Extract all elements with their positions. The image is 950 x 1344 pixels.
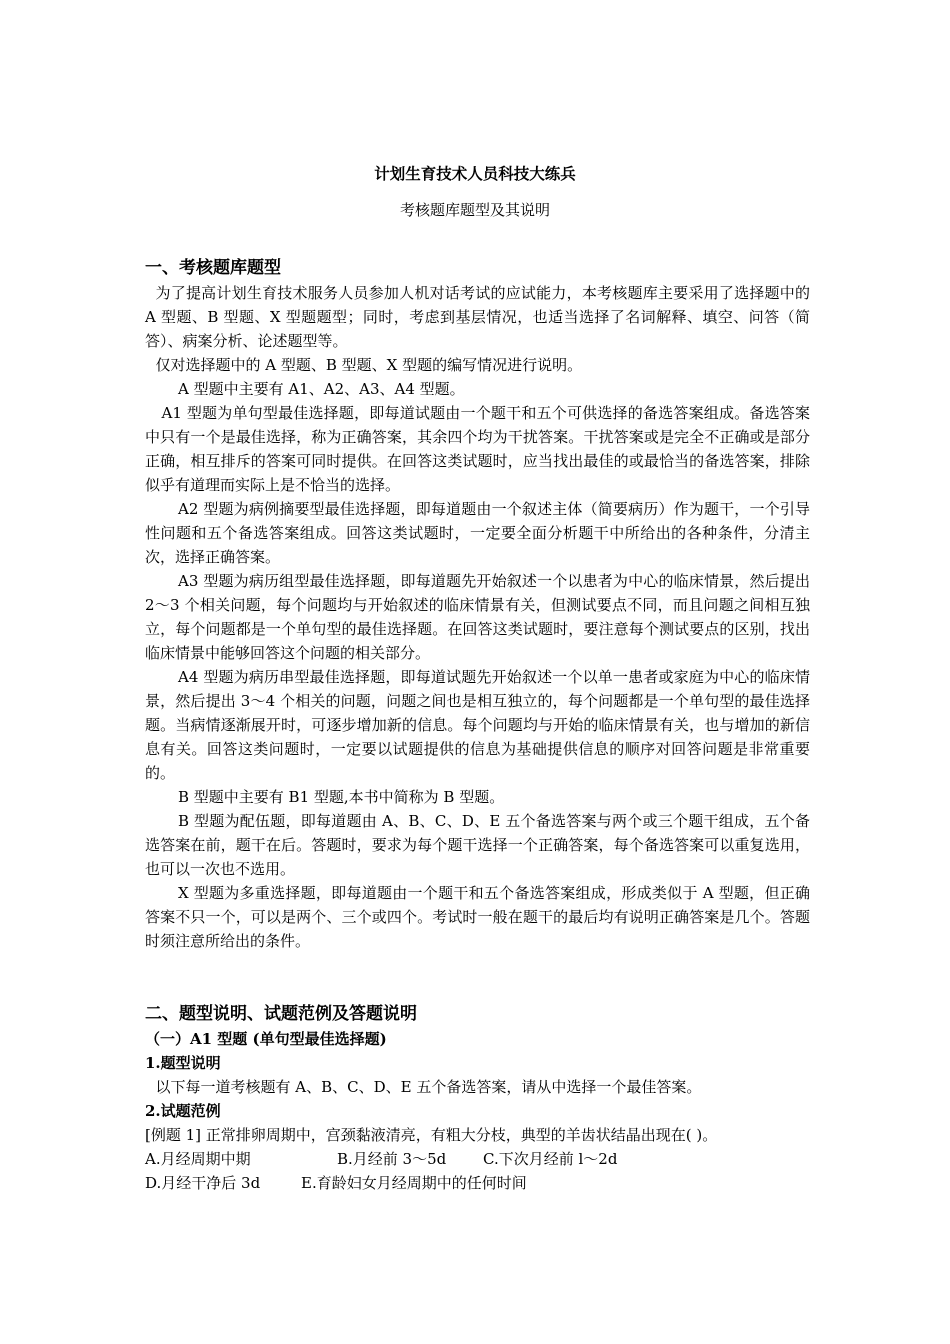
- option-a: A.月经周期中期: [145, 1150, 251, 1168]
- section-1: [145, 255, 810, 953]
- item-type-description-heading: 1.题型说明: [145, 1054, 221, 1072]
- document-subtitle: 考核题库题型及其说明: [399, 201, 550, 219]
- option-b: B.月经前 3～5d: [337, 1150, 447, 1168]
- section-1-heading: 一、考核题库题型: [145, 258, 281, 278]
- document-title: 计划生育技术人员科技大练兵: [374, 164, 576, 183]
- option-c: C.下次月经前 l～2d: [483, 1150, 618, 1168]
- section-2: [145, 1001, 810, 1195]
- section-2-heading: 二、题型说明、试题范例及答题说明: [145, 1004, 417, 1024]
- paragraph-scope: 仅对选择题中的 A 型题、B 型题、X 型题的编写情况进行说明。: [155, 356, 583, 374]
- paragraph-b-types: B 型题中主要有 B1 型题,本书中简称为 B 型题。: [178, 788, 505, 806]
- paragraph-a3: A3 型题为病历组型最佳选择题，即每道题先开始叙述一个以患者为中心的临床情景，然后提出 2～3 个相关问题，每个问题均与开始叙述的临床情景有关，但测试要点不同，而且问题之间相互独立，每个问题都是一个单句型的最佳选择题。在回答这类试题时，要注意每个测试要点的区别，找出临床情景中能够回答这个问题的相关部分。: [145, 572, 810, 662]
- item-type-description-text: 以下每一道考核题有 A、B、C、D、E 五个备选答案，请从中选择一个最佳答案。: [155, 1078, 702, 1096]
- paragraph-a-types: A 型题中主要有 A1、A2、A3、A4 型题。: [178, 380, 465, 398]
- paragraph-a4: A4 型题为病历串型最佳选择题，即每道试题先开始叙述一个以单一患者或家庭为中心的临床情景，然后提出 3～4 个相关的问题，问题之间也是相互独立的，每个问题都是一个单句型的最佳选择题。当病情逐渐展开时，可逐步增加新的信息。每个问题均与开始的临床情景有关，也与增加的新信息有关。回答这类问题时，一定要以试题提供的信息为基础提供信息的顺序对回答问题是非常重要的。: [145, 668, 810, 782]
- item-example-heading: 2.试题范例: [145, 1102, 221, 1120]
- paragraph-x: X 型题为多重选择题，即每道题由一个题干和五个备选答案组成，形成类似于 A 型题，但正确答案不只一个，可以是两个、三个或四个。考试时一般在题干的最后均有说明正确答案是几个。答题时须注意所给出的条件。: [145, 884, 810, 950]
- option-e: E.育龄妇女月经周期中的任何时间: [301, 1174, 527, 1192]
- option-d: D.月经干净后 3d: [145, 1174, 261, 1192]
- options-row-2: [145, 1171, 810, 1195]
- paragraph-b: B 型题为配伍题，即每道题由 A、B、C、D、E 五个备选答案与两个或三个题干组成，五个备选答案在前，题干在后。答题时，要求为每个题干选择一个正确答案，每个备选答案可以重复选用，也可以一次也不选用。: [145, 812, 810, 878]
- paragraph-intro: 为了提高计划生育技术服务人员参加人机对话考试的应试能力，本考核题库主要采用了选择题中的 A 型题、B 型题、X 型题题型；同时，考虑到基层情况，也适当选择了名词解释、填空、问答（简答）、病案分析、论述题型等。: [145, 284, 810, 350]
- example-question: [例题 1] 正常排卵周期中，宫颈黏液清亮，有粗大分枝，典型的羊齿状结晶出现在( )。: [145, 1126, 718, 1144]
- paragraph-a1: A1 型题为单句型最佳选择题，即每道试题由一个题干和五个可供选择的备选答案组成。备选答案中只有一个是最佳选择，称为正确答案，其余四个均为干扰答案。干扰答案或是完全不正确或是部分正确，相互排斥的答案可同时提供。在回答这类试题时，应当找出最佳的或最恰当的备选答案，排除似乎有道理而实际上是不恰当的选择。: [145, 404, 810, 494]
- paragraph-a2: A2 型题为病例摘要型最佳选择题，即每道题由一个叙述主体（简要病历）作为题干，一个引导性问题和五个备选答案组成。回答这类试题时，一定要全面分析题干中所给出的各种条件，分清主次，选择正确答案。: [145, 500, 810, 566]
- options-row-1: [145, 1147, 810, 1171]
- subsection-a1-heading: （一）A1 型题 (单句型最佳选择题): [145, 1030, 387, 1048]
